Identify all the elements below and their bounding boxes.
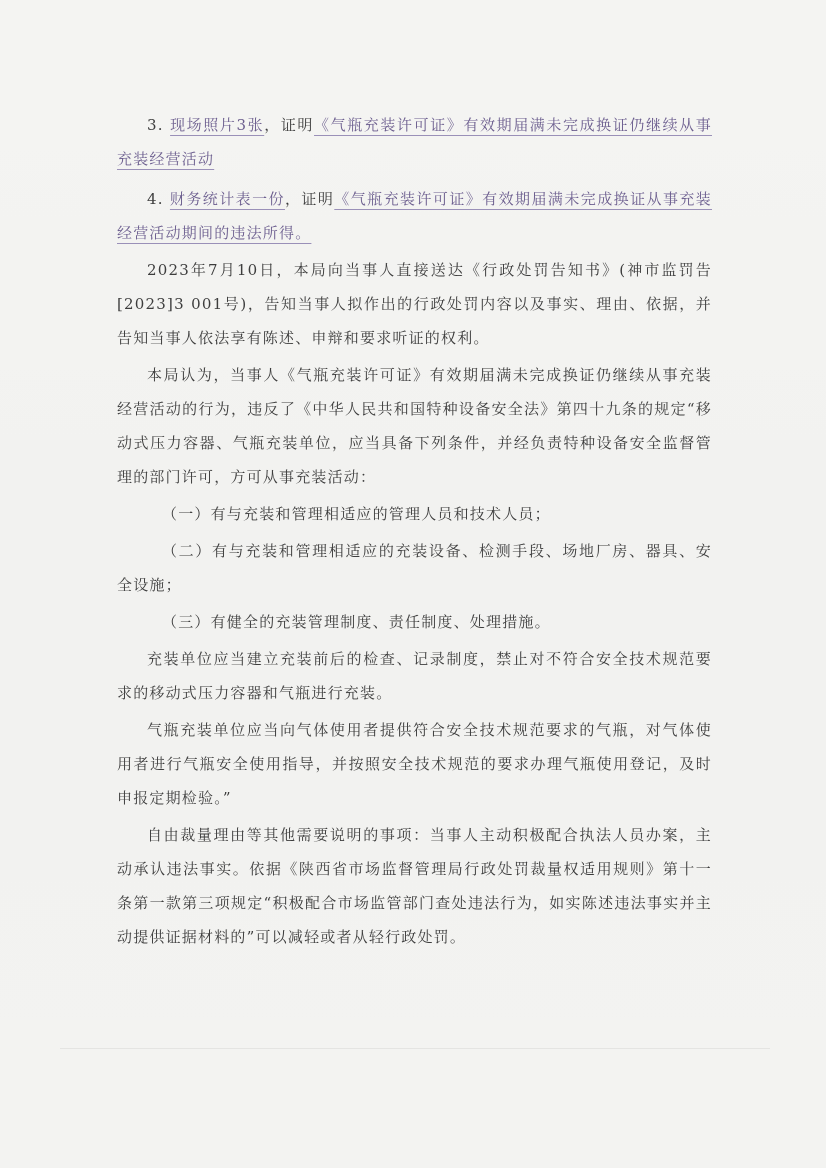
evidence-4-connector: ，证明 [284, 190, 335, 208]
condition-item-2: （二）有与充装和管理相适应的充装设备、检测手段、场地厂房、器具、安全设施； [117, 542, 712, 594]
evidence-4-description: 《气瓶充装许可证》有效期届满未完成换证从事充装经营活动期间的违法所得。 [117, 190, 713, 242]
evidence-3-number: 3. [147, 116, 171, 134]
evidence-4-title: 财务统计表一份 [169, 190, 285, 208]
finding-paragraph: 本局认为，当事人《气瓶充装许可证》有效期届满未完成换证仍继续从事充装经营活动的行为，违反了《中华人民共和国特种设备安全法》第四十九条的规定“移动式压力容器、气瓶充装单位，应当具备下列条件，并经负责特种设备安全监督管理的部门许可，方可从事充装活动： [117, 366, 712, 486]
condition-item-1: （一）有与充装和管理相适应的管理人员和技术人员； [162, 505, 551, 523]
notice-paragraph: 2023年7月10日，本局向当事人直接送达《行政处罚告知书》(神市监罚告[2023]3 001号)，告知当事人拟作出的行政处罚内容以及事实、理由、依据，并告知当事人依法享有陈述、申辩和要求听证的权利。 [117, 261, 712, 347]
evidence-3-title: 现场照片3张 [170, 116, 265, 134]
condition-item-3: （三）有健全的充装管理制度、责任制度、处理措施。 [162, 613, 551, 631]
scan-edge-line [60, 1048, 770, 1049]
evidence-3-connector: ，证明 [264, 116, 315, 134]
filling-rule-paragraph: 充装单位应当建立充装前后的检查、记录制度，禁止对不符合安全技术规范要求的移动式压力容器和气瓶进行充装。 [117, 650, 712, 702]
evidence-4-number: 4. [147, 190, 170, 208]
evidence-item-4 [117, 182, 712, 250]
cylinder-rule-paragraph: 气瓶充装单位应当向气体使用者提供符合安全技术规范要求的气瓶，对气体使用者进行气瓶安全使用指导，并按照安全技术规范的要求办理气瓶使用登记，及时申报定期检验。” [117, 721, 712, 807]
evidence-3-description: 《气瓶充装许可证》有效期届满未完成换证仍继续从事充装经营活动 [117, 116, 712, 168]
evidence-item-3 [117, 108, 712, 176]
document-body [117, 108, 712, 957]
discretion-paragraph: 自由裁量理由等其他需要说明的事项：当事人主动积极配合执法人员办案，主动承认违法事实。依据《陕西省市场监督管理局行政处罚裁量权适用规则》第十一条第一款第三项规定“积极配合市场监管部门查处违法行为，如实陈述违法事实并主动提供证据材料的”可以减轻或者从轻行政处罚。 [117, 826, 712, 946]
